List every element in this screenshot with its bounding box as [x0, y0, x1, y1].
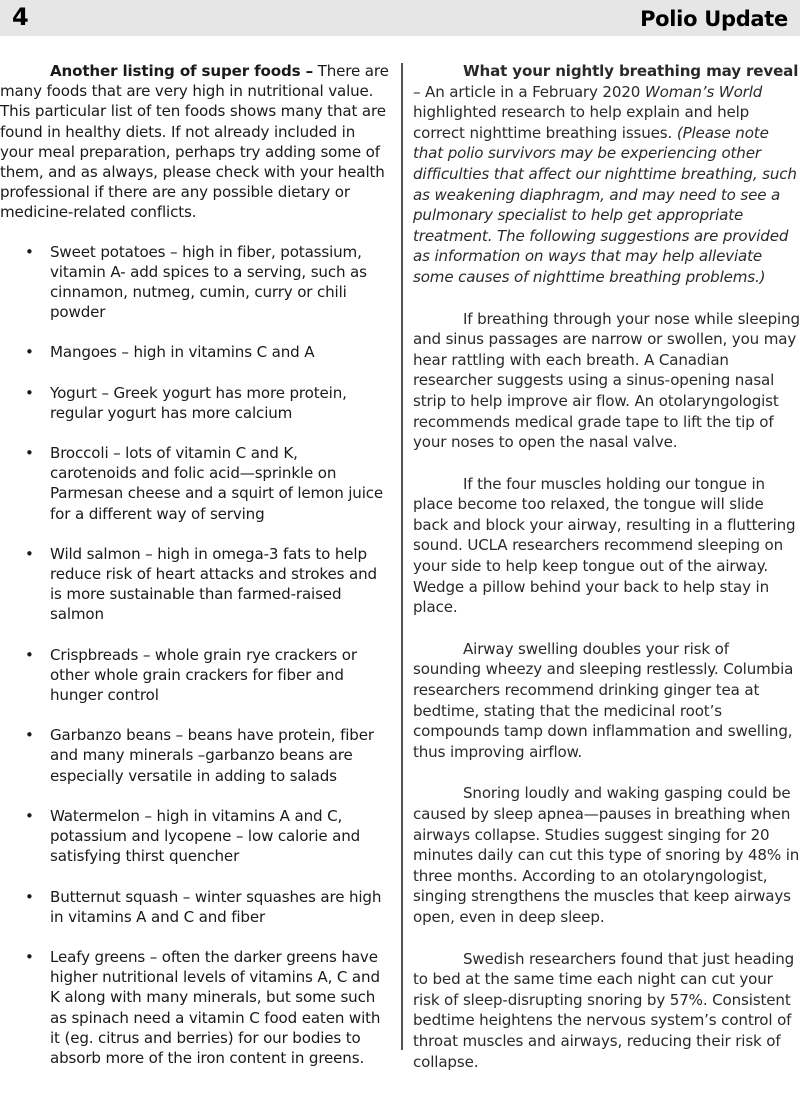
list-item	[0, 383, 392, 423]
list-item-text: Yogurt – Greek yogurt has more protein, regular yogurt has more calcium	[50, 383, 347, 422]
paragraph: If the four muscles holding our tongue in place become too relaxed, the tongue will slide back and block your airway, resulting in a fluttering sound. UCLA researchers recommend sleeping on your side to help keep tongue out of the airway. Wedge a pillow behind your back to help stay in place.	[413, 474, 796, 617]
bullet: •	[25, 887, 34, 906]
list-item	[0, 342, 392, 362]
paragraph: Swedish researchers found that just heading to bed at the same time each night can cut your risk of sleep-disrupting snoring by 57%. Consistent bedtime heightens the nervous system’s control of throat muscles and airways, reducing their risk of collapse.	[413, 949, 795, 1071]
right-column	[413, 61, 800, 1093]
list-item-text: Wild salmon – high in omega-3 fats to help reduce risk of heart attacks and strokes and is more sustainable than farmed-raised salmon	[50, 544, 377, 624]
list-item	[0, 242, 392, 323]
list-item-text: Mangoes – high in vitamins C and A	[50, 343, 315, 362]
paragraph: Snoring loudly and waking gasping could be caused by sleep apnea—pauses in breathing when airways collapse. Studies suggest singing for 20 minutes daily can cut this type of snoring by 48% in three months. According to an otolaryngologist, singing strengthens the muscles that keep airways open, even in deep sleep.	[413, 784, 800, 926]
bullet: •	[25, 726, 34, 745]
list-item-text: Broccoli – lots of vitamin C and K, carotenoids and folic acid—sprinkle on Parmesan cheese and a squirt of lemon juice for a different way of serving	[50, 444, 384, 523]
list-item	[0, 887, 392, 927]
page-header	[0, 0, 800, 36]
paragraph: If breathing through your nose while sleeping and sinus passages are narrow or swollen, you may hear rattling with each breath. A Canadian researcher suggests using a sinus-opening nasal strip to help improve air flow. An otolaryngologist recommends medical grade tape to lift the tip of your noses to open the nasal valve.	[413, 309, 800, 452]
bullet: •	[25, 242, 34, 261]
bullet: •	[25, 383, 34, 402]
list-item-text: Butternut squash – winter squashes are high in vitamins A and C and fiber	[50, 887, 382, 926]
breathing-heading: What your nightly breathing may reveal	[463, 62, 799, 80]
list-item-text: Sweet potatoes – high in fiber, potassium, vitamin A- add spices to a serving, such as cinnamon, nutmeg, cumin, curry or chili powder	[50, 242, 367, 322]
bullet: •	[25, 806, 34, 825]
page-number: 4	[12, 3, 29, 31]
list-item-text: Garbanzo beans – beans have protein, fiber and many minerals –garbanzo beans are especially versatile in adding to salads	[50, 726, 374, 785]
list-item	[0, 443, 392, 524]
super-foods-list	[0, 242, 392, 1069]
list-item	[0, 806, 392, 867]
breathing-intro-source: Woman’s World	[644, 82, 763, 101]
left-column	[0, 61, 392, 1088]
super-foods-intro-text: There are many foods that are very high in nutritional value. This particular list of ten foods shows many that are found in healthy diets. If not already included in your meal preparation, perhaps try adding some of them, and as always, please check with your health professional if there are any possible dietary or medicine-related conflicts.	[0, 62, 389, 222]
super-foods-intro	[0, 61, 392, 223]
publication-title: Polio Update	[640, 7, 788, 31]
breathing-intro-note: (Please note that polio survivors may be experiencing other difficulties that affect our nighttime breathing, such as weakening diaphragm, and may need to see a pulmonary specialist to help get appropriate treatment. The following suggestions are provided as information on ways that may help alleviate some causes of nighttime breathing problems.)	[413, 123, 797, 286]
list-item-text: Watermelon – high in vitamins A and C, potassium and lycopene – low calorie and satisfying thirst quencher	[50, 806, 361, 866]
list-item	[0, 947, 392, 1068]
list-item	[0, 544, 392, 625]
breathing-intro	[413, 61, 800, 288]
list-item-text: Leafy greens – often the darker greens have higher nutritional levels of vitamins A, C and K along with many minerals, but some such as spinach need a vitamin C food eaten with it (eg. citrus and berries) for our bodies to absorb more of the iron content in greens.	[50, 947, 381, 1067]
column-divider	[401, 63, 403, 1050]
breathing-intro-text-a: – An article in a February 2020	[413, 82, 645, 101]
bullet: •	[25, 645, 34, 664]
list-item-text: Crispbreads – whole grain rye crackers or other whole grain crackers for fiber and hunger control	[50, 645, 357, 705]
super-foods-heading: Another listing of super foods –	[50, 62, 313, 80]
bullet: •	[25, 343, 34, 362]
bullet: •	[25, 444, 34, 463]
breathing-intro-text-b: highlighted research to help explain and help correct nighttime breathing issues.	[413, 103, 750, 142]
bullet: •	[25, 544, 34, 563]
paragraph: Airway swelling doubles your risk of sounding wheezy and sleeping restlessly. Columbia researchers recommend drinking ginger tea at bedtime, stating that the medicinal root’s compounds tamp down inflammation and swelling, thus improving airflow.	[413, 639, 794, 761]
bullet: •	[25, 947, 34, 966]
list-item	[0, 645, 392, 706]
list-item	[0, 725, 392, 786]
